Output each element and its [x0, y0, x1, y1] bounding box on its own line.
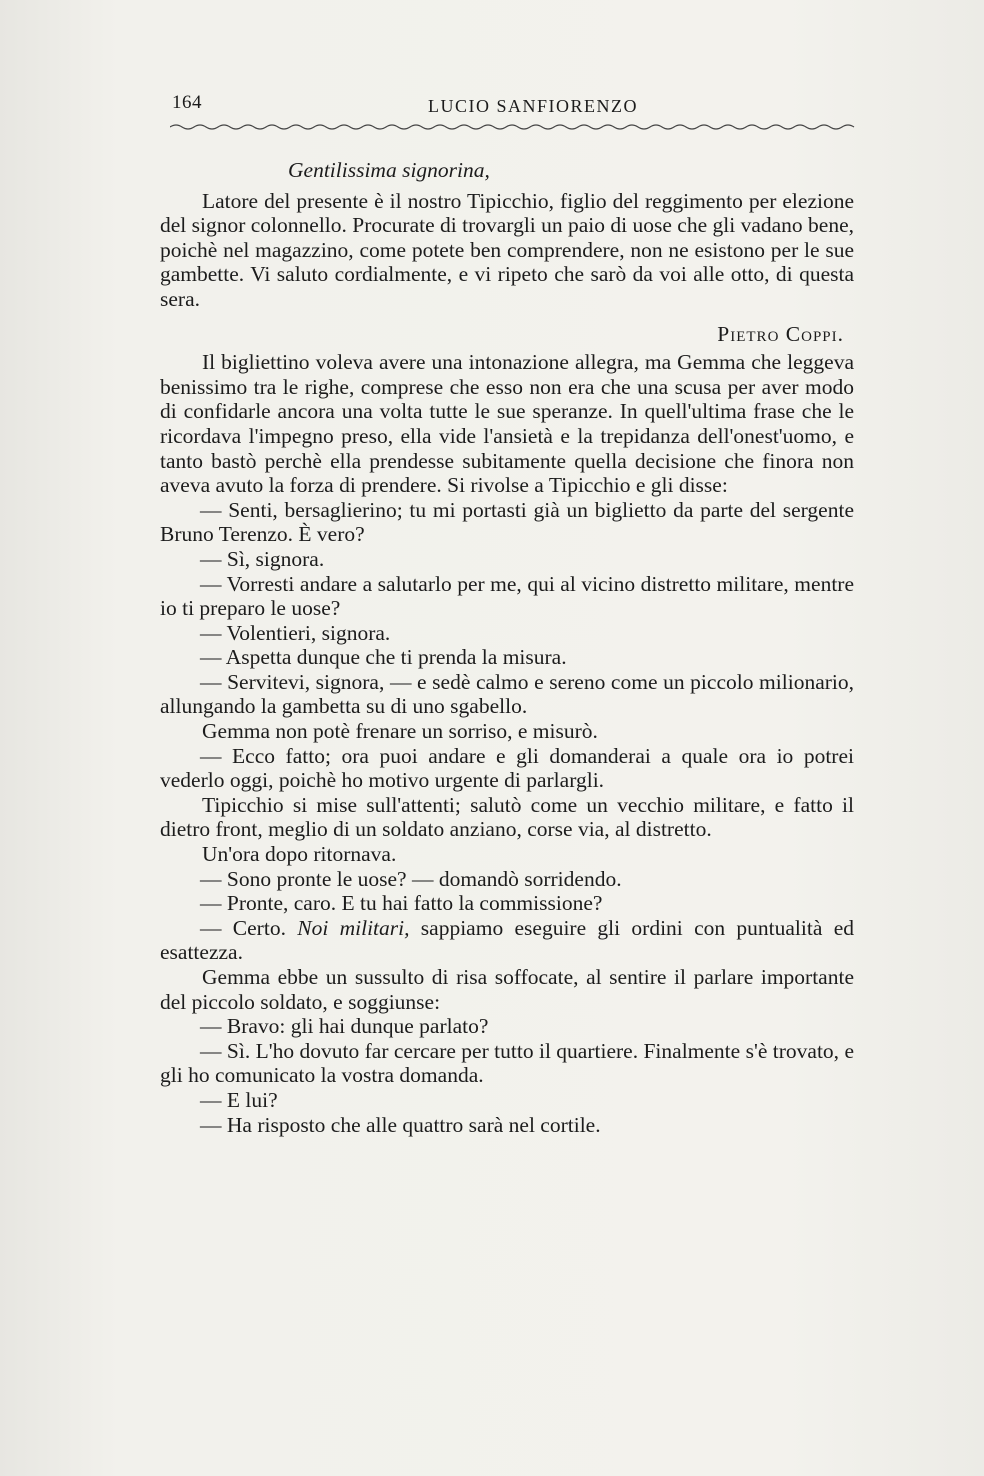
letter-salutation: Gentilissima signorina, — [288, 158, 490, 182]
page-header — [170, 92, 860, 132]
narrative-paragraph: Gemma non potè frenare un sorriso, e misurò. — [202, 719, 598, 744]
narrative-paragraph: Tipicchio si mise sull'attenti; salutò come un vecchio militare, e fatto il dietro front, meglio di un soldato anziano, corse via, al distretto. — [160, 792, 854, 842]
running-head: LUCIO SANFIORENZO — [428, 96, 638, 116]
dialogue-text: sappiamo eseguire gli ordini con puntualità ed esattezza. — [160, 915, 854, 965]
dialogue-line: — Pronte, caro. E tu hai fatto la commissione? — [200, 891, 603, 916]
dialogue-line: — Sì. L'ho dovuto far cercare per tutto il quartiere. Finalmente s'è trovato, e gli ho comunicato la vostra domanda. — [160, 1038, 854, 1088]
dialogue-line: — Aspetta dunque che ti prenda la misura. — [200, 645, 567, 670]
dialogue-line: — Bravo: gli hai dunque parlato? — [200, 1014, 489, 1039]
dialogue-line: — E lui? — [200, 1087, 278, 1112]
page-number: 164 — [172, 92, 202, 113]
letter-body: Latore del presente è il nostro Tipicchio, figlio del reggimento per elezione del signor colonnello. Procurate di trovargli un paio di uose che gli vadano bene, poichè nel magazzino, come potete ben comprendere, non ne esistono per le sue gambette. Vi saluto cordialmente, e vi ripeto che sarò da voi alle otto, di questa sera. — [160, 188, 854, 311]
dialogue-line: — Sì, signora. — [200, 546, 325, 571]
letter-signature: Pietro Coppi. — [717, 321, 844, 346]
dialogue-line: — Sono pronte le uose? — domandò sorridendo. — [200, 866, 622, 891]
dialogue-line: — Volentieri, signora. — [200, 620, 391, 645]
dialogue-text: — Certo. — [200, 915, 298, 940]
narrative-paragraph: Un'ora dopo ritornava. — [202, 842, 397, 867]
page-body — [160, 158, 854, 1137]
dialogue-line: — Vorresti andare a salutarlo per me, qui al vicino distretto militare, mentre io ti preparo le uose? — [160, 571, 854, 621]
dialogue-line: — Ecco fatto; ora puoi andare e gli domanderai a quale ora io potrei vederlo oggi, poichè ho motivo urgente di parlargli. — [160, 743, 854, 793]
emphasis-text: Noi militari, — [297, 915, 410, 940]
dialogue-line: — Ha risposto che alle quattro sarà nel cortile. — [200, 1112, 601, 1137]
dialogue-line: — Servitevi, signora, — e sedè calmo e sereno come un piccolo milionario, allungando la gambetta su di uno sgabello. — [160, 669, 854, 719]
narrative-paragraph: Gemma ebbe un sussulto di risa soffocate, al sentire il parlare importante del piccolo soldato, e soggiunse: — [160, 965, 854, 1014]
narrative-paragraph: Il bigliettino voleva avere una intonazione allegra, ma Gemma che leggeva benissimo tra le righe, comprese che esso non era che una scusa per aver modo di confidarle ancora una volta tutte le sue speranze. In quell'ultima frase che le ricordava l'impegno preso, ella vide l'ansietà e la trepidanza dell'onest'uomo, e tanto bastò perchè ella prendesse subitamente quella decisione che finora non aveva avuto la forza di prendere. Si rivolse a Tipicchio e gli disse: — [160, 350, 854, 498]
dialogue-line: — Senti, bersaglierino; tu mi portasti già un biglietto da parte del sergente Bruno Terenzo. È vero? — [160, 497, 854, 547]
ornamental-rule — [170, 122, 860, 130]
dialogue-line — [160, 916, 854, 965]
